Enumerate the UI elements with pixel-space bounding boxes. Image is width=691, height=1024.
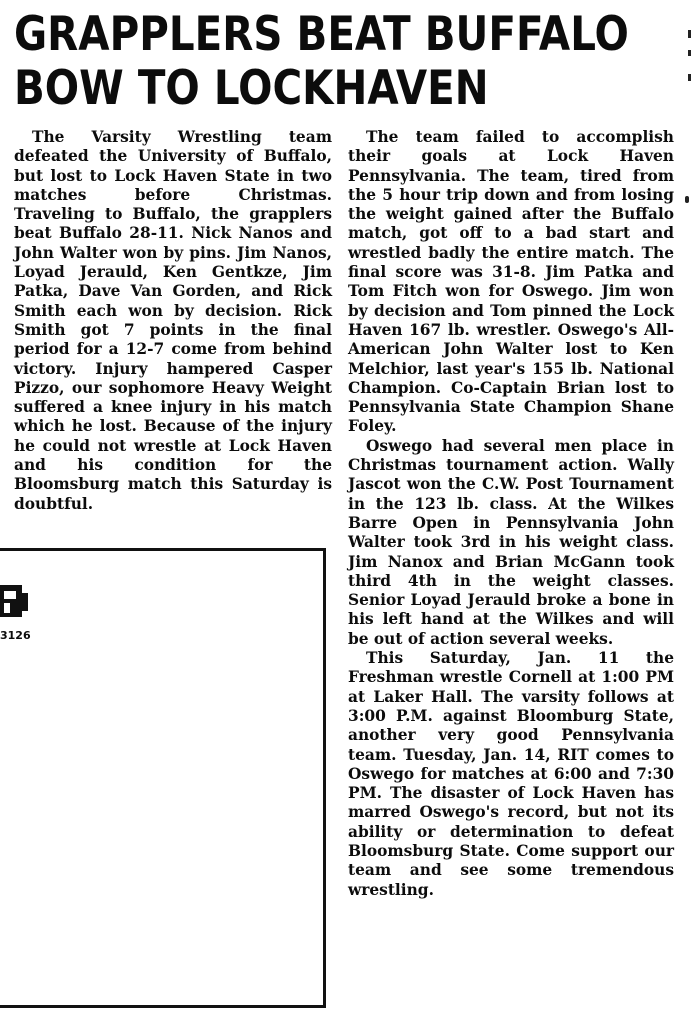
headline-line-2: BOW TO LOCKHAVEN [14,61,489,116]
article-paragraph: This Saturday, Jan. 11 the Freshman wrestle Cornell at 1:00 PM at Laker Hall. The varsity follows at 3:00 P.M. against Bloomburg State, another very good Pennsylvania team. Tuesday, Jan. 14, RIT comes to Oswego for matches at 6:00 and 7:30 PM. The disaster of Lock Haven has marred Oswego's record, but not its ability or determination to defeat Bloomsburg State. Come support our team and see some tremendous wrestling. [348,649,674,899]
page-edge-dot [685,196,689,203]
article-column-left [14,128,332,514]
article-paragraph: Oswego had several men place in Christmas tournament action. Wally Jascot won the C.W. Post Tournament in the 123 lb. class. At the Wilkes Barre Open in Pennsylvania John Walter took 3rd in his weight class. Jim Nanox and Brian McGann took third 4th in the weight classes. Senior Loyad Jerauld broke a bone in his left hand at the Wilkes and will be out of action several weeks. [348,436,674,648]
page-edge-mark [685,30,691,90]
article-paragraph: The team failed to accomplish their goals at Lock Haven Pennsylvania. The team, tired from the 5 hour trip down and from losing the weight gained after the Buffalo match, got off to a bad start and wrestled badly the entire match. The final score was 31-8. Jim Patka and Tom Fitch won for Oswego. Jim won by decision and Tom pinned the Lock Haven 167 lb. wrestler. Oswego's All-American John Walter lost to Ken Melchior, last year's 155 lb. National Champion. Co-Captain Brian lost to Pennsylvania State Champion Shane Foley. [348,128,674,436]
advertisement-box [0,548,326,1008]
headline [14,7,629,116]
article-column-right [348,128,674,900]
ad-number-fragment: 3126 [0,629,31,642]
article-paragraph: The Varsity Wrestling team defeated the University of Buffalo, but lost to Lock Haven State in two matches before Christmas. Traveling to Buffalo, the grapplers beat Buffalo 28-11. Nick Nanos and John Walter won by pins. Jim Nanos, Loyad Jerauld, Ken Gentkze, Jim Patka, Dave Van Gorden, and Rick Smith each won by decision. Rick Smith got 7 points in the final period for a 12-7 come from behind victory. Injury hampered Casper Pizzo, our sophomore Heavy Weight suffered a knee injury in his match which he lost. Because of the injury he could not wrestle at Lock Haven and his condition for the Bloomsburg match this Saturday is doubtful. [14,128,332,513]
headline-line-1: GRAPPLERS BEAT BUFFALO [14,7,629,62]
ad-logo-icon [0,581,30,621]
